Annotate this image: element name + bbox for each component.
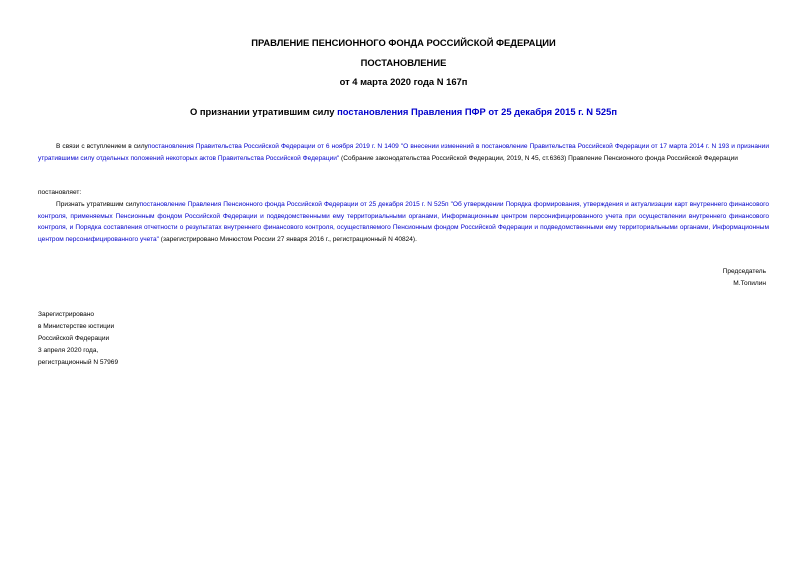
- registration-line: в Министерстве юстиции: [38, 323, 115, 330]
- preamble-text-after: (Собрание законодательства Российской Федерации, 2019, N 45, ст.6363) Правление Пенсионного фонда Российской Федерации: [339, 154, 738, 162]
- doc-date-number: от 4 марта 2020 года N 167п: [339, 76, 468, 87]
- decision-paragraph: [38, 199, 769, 245]
- registration-line: 3 апреля 2020 года,: [38, 347, 99, 354]
- org-title: ПРАВЛЕНИЕ ПЕНСИОННОГО ФОНДА РОССИЙСКОЙ ФЕДЕРАЦИИ: [251, 37, 556, 48]
- signature-name: М.Топилин: [733, 280, 766, 287]
- preamble-paragraph: [38, 141, 769, 164]
- doc-title-prefix: О признании утратившим силу: [189, 106, 338, 117]
- preamble-link[interactable]: постановления Правительства Российской Федерации от 6 ноября 2019 г. N 1409 "О внесении изменений в постановление Правительства Российской Федерации от 17 марта 2014 г. N 193 и признании утратившими силу отдельных положений некоторых актов Правительства Российской Федерации": [38, 143, 769, 162]
- doc-title: [0, 106, 807, 117]
- registration-line: Российской Федерации: [38, 335, 110, 342]
- preamble-text-before: В связи с вступлением в силу: [56, 143, 148, 150]
- resolves-label: постановляет:: [38, 189, 82, 196]
- registration-line: Зарегистрировано: [38, 311, 95, 318]
- signature-position: Председатель: [722, 268, 766, 275]
- doc-title-link[interactable]: постановления Правления ПФР от 25 декабря 2015 г. N 525п: [337, 106, 617, 117]
- decision-link[interactable]: постановление Правления Пенсионного фонда Российской Федерации от 25 декабря 2015 г. N 525п "Об утверждении Порядка формирования, утверждения и актуализации карт внутреннего финансового контроля, применяемых Пенсионным фондом Российской Федерации и подведомственными ему территориальными органами, Информационным центром персонифицированного учета при осуществлении внутреннего финансового контроля, и Порядка составления отчетности о результатах внутреннего финансового контроля, осуществляемого Пенсионным фондом Российской Федерации и подведомственными ему территориальными органами, Информационным центром персонифицированного учета": [38, 201, 769, 243]
- decision-text-before: Признать утратившим силу: [56, 201, 140, 208]
- decision-text-after: (зарегистрировано Минюстом России 27 января 2016 г., регистрационный N 40824).: [158, 235, 417, 243]
- registration-line: регистрационный N 57969: [38, 359, 119, 366]
- doc-type: ПОСТАНОВЛЕНИЕ: [360, 57, 447, 68]
